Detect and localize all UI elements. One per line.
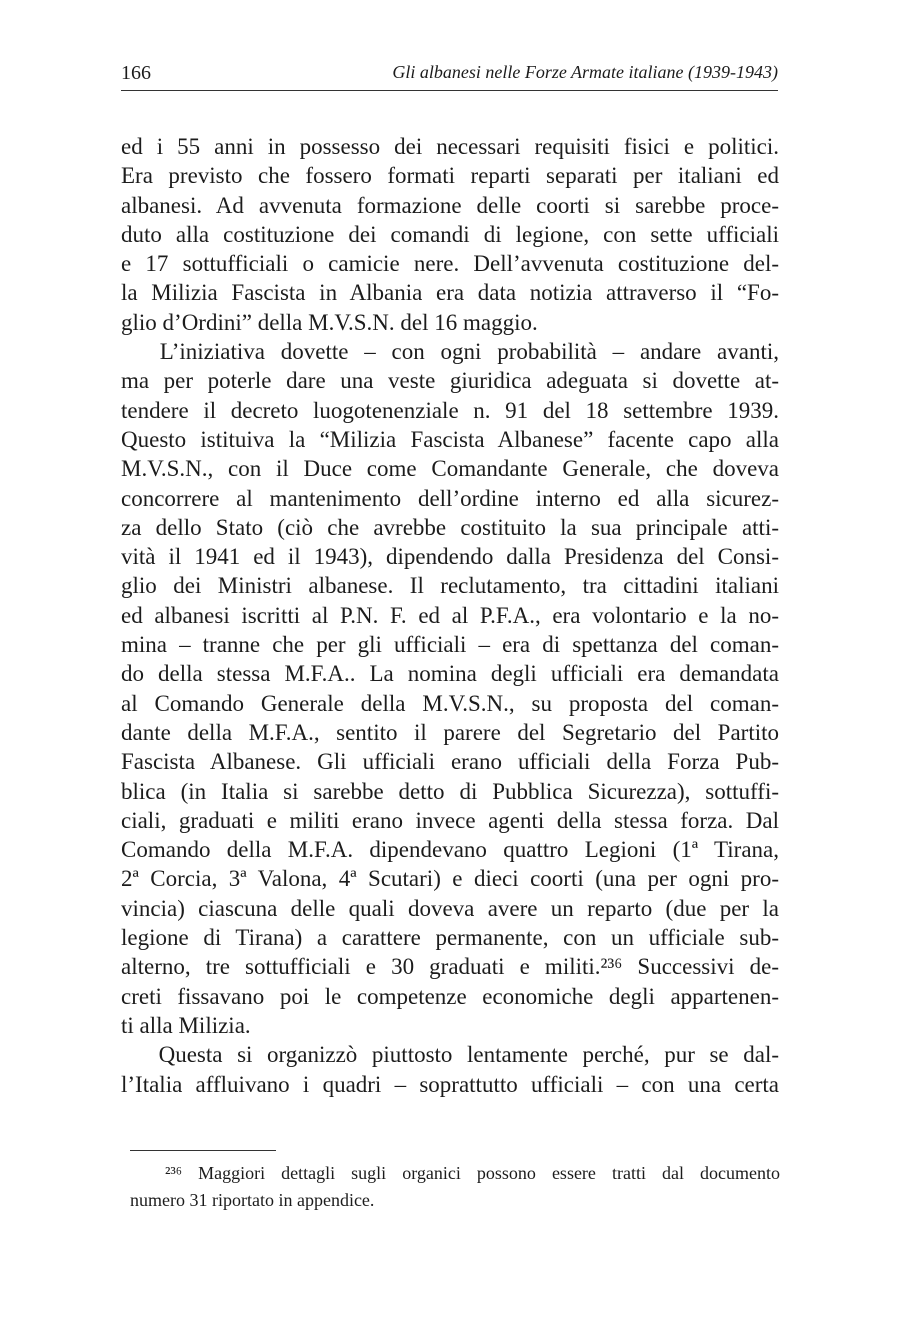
page-header — [121, 60, 778, 91]
text-line: L’iniziativa dovette – con ogni probabilità – andare avanti, — [121, 339, 779, 365]
text-line: dante della M.F.A., sentito il parere del Segretario del Partito — [121, 719, 779, 745]
text-line: alterno, tre sottufficiali e 30 graduati e militi.²³⁶ Successivi de- — [121, 954, 779, 980]
text-line: vità il 1941 ed il 1943), dipendendo dalla Presidenza del Consi- — [121, 544, 779, 570]
text-line: vincia) ciascuna delle quali doveva avere un reparto (due per la — [121, 895, 779, 921]
footnote-line: ²³⁶ Maggiori dettagli sugli organici possono essere tratti dal documento — [165, 1163, 780, 1183]
text-line: za dello Stato (ciò che avrebbe costituito la sua principale atti- — [121, 514, 779, 540]
text-line: Comando della M.F.A. dipendevano quattro Legioni (1ª Tirana, — [121, 837, 779, 863]
text-line: 2ª Corcia, 3ª Valona, 4ª Scutari) e dieci coorti (una per ogni pro- — [121, 866, 779, 892]
text-line: Fascista Albanese. Gli ufficiali erano ufficiali della Forza Pub- — [121, 749, 779, 775]
footnote-divider — [130, 1150, 276, 1151]
text-line: tendere il decreto luogotenenziale n. 91 del 18 settembre 1939. — [121, 397, 779, 423]
text-line: concorrere al mantenimento dell’ordine interno ed alla sicurez- — [121, 485, 779, 511]
text-line: e 17 sottufficiali o camicie nere. Dell’avvenuta costituzione del- — [121, 251, 779, 277]
text-line: creti fissavano poi le competenze economiche degli appartenen- — [121, 983, 779, 1009]
text-line: M.V.S.N., con il Duce come Comandante Generale, che doveva — [121, 456, 779, 482]
text-line: glio dei Ministri albanese. Il reclutamento, tra cittadini italiani — [121, 573, 779, 599]
footnote-line: numero 31 riportato in appendice. — [130, 1190, 375, 1210]
text-line: ti alla Milizia. — [121, 1012, 251, 1038]
text-line: la Milizia Fascista in Albania era data notizia attraverso il “Fo- — [121, 280, 779, 306]
text-line: do della stessa M.F.A.. La nomina degli ufficiali era demandata — [121, 661, 779, 687]
text-line: mina – tranne che per gli ufficiali – era di spettanza del coman- — [121, 632, 779, 658]
text-line: legione di Tirana) a carattere permanente, con un ufficiale sub- — [121, 925, 779, 951]
text-line: albanesi. Ad avvenuta formazione delle coorti si sarebbe proce- — [121, 192, 779, 218]
text-line: Questa si organizzò piuttosto lentamente perché, pur se dal- — [121, 1042, 779, 1068]
page-number: 166 — [121, 62, 151, 84]
text-line: l’Italia affluivano i quadri – soprattutto ufficiali – con una certa — [121, 1071, 779, 1097]
text-line: Questo istituiva la “Milizia Fascista Albanese” facente capo alla — [121, 426, 779, 452]
text-line: ma per poterle dare una veste giuridica adeguata si dovette at- — [121, 368, 779, 394]
text-line: duto alla costituzione dei comandi di legione, con sette ufficiali — [121, 221, 779, 247]
text-line: ciali, graduati e militi erano invece agenti della stessa forza. Dal — [121, 807, 779, 833]
text-line: glio d’Ordini” della M.V.S.N. del 16 maggio. — [121, 309, 538, 335]
text-line: al Comando Generale della M.V.S.N., su proposta del coman- — [121, 690, 779, 716]
text-line: Era previsto che fossero formati reparti separati per italiani ed — [121, 163, 779, 189]
body-text — [121, 132, 779, 1099]
running-title: Gli albanesi nelle Forze Armate italiane (1939-1943) — [392, 62, 778, 82]
text-line: ed i 55 anni in possesso dei necessari requisiti fisici e politici. — [121, 134, 779, 159]
text-line: ed albanesi iscritti al P.N. F. ed al P.F.A., era volontario e la no- — [121, 602, 779, 628]
footnotes — [130, 1160, 780, 1214]
text-line: blica (in Italia si sarebbe detto di Pubblica Sicurezza), sottuffi- — [121, 778, 779, 804]
